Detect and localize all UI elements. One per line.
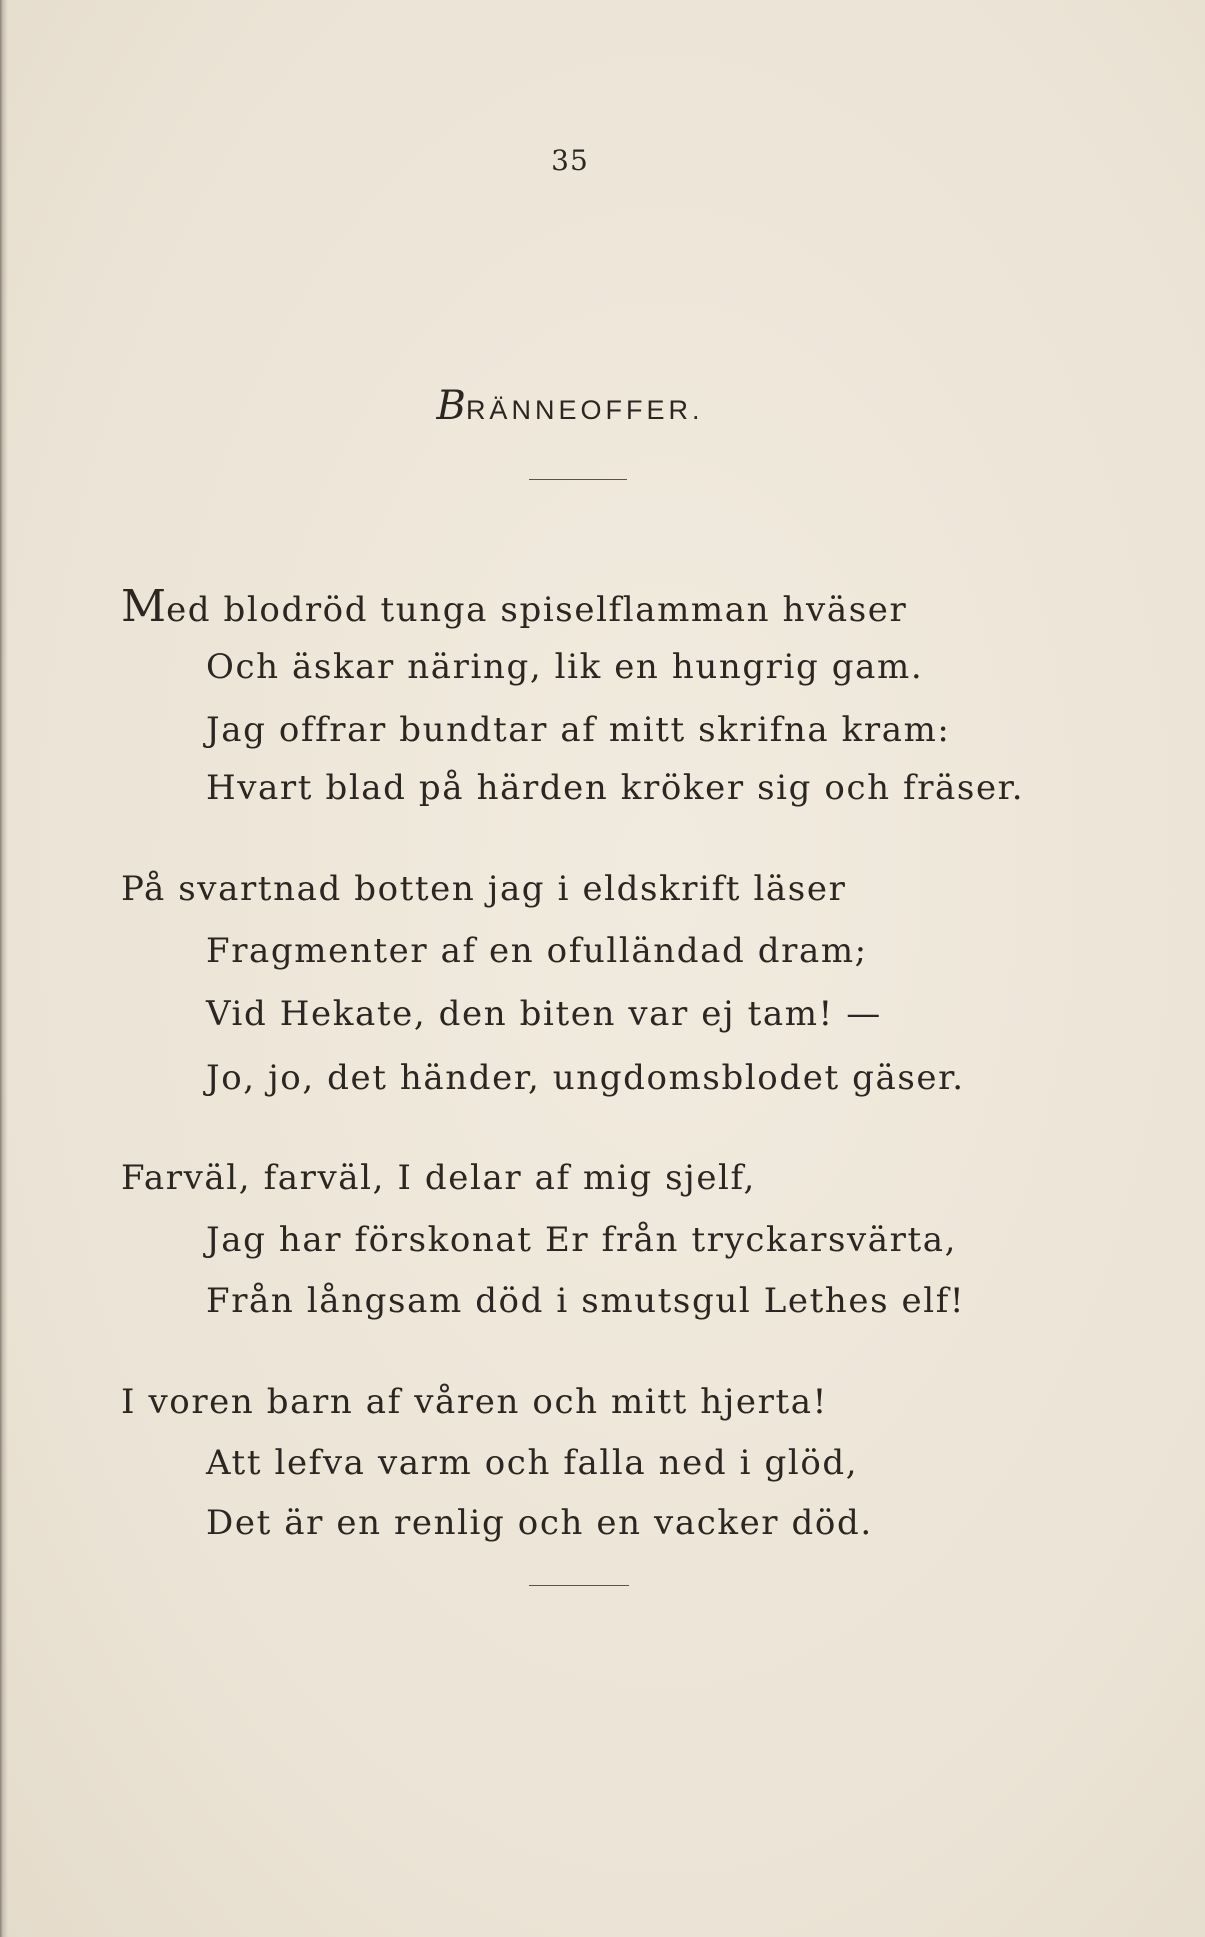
title-rest: RÄNNEOFFER. bbox=[465, 395, 704, 425]
drop-cap: M bbox=[121, 581, 167, 632]
poem-line: Och äskar näring, lik en hungrig gam. bbox=[206, 647, 924, 687]
poem-line: Att lefva varm och falla ned i glöd, bbox=[206, 1443, 859, 1483]
poem-line: Hvart blad på härden kröker sig och fräser. bbox=[206, 768, 1025, 808]
poem-title bbox=[0, 383, 1140, 429]
page-edge-shadow bbox=[0, 0, 8, 1937]
page-number: 35 bbox=[551, 144, 589, 177]
poem-line: Farväl, farväl, I delar af mig sjelf, bbox=[121, 1158, 756, 1198]
title-divider bbox=[529, 479, 627, 480]
poem-line: I voren barn af våren och mitt hjerta! bbox=[121, 1382, 828, 1422]
poem-line: Fragmenter af en ofulländad dram; bbox=[206, 931, 868, 971]
poem-line: Med blodröd tunga spiselflamman hväser bbox=[121, 581, 908, 632]
poem-line: Vid Hekate, den biten var ej tam! — bbox=[206, 994, 882, 1034]
poem-line: Jag har förskonat Er från tryckarsvärta, bbox=[206, 1220, 958, 1260]
poem-line: På svartnad botten jag i eldskrift läser bbox=[121, 869, 847, 909]
poem-line: Jag offrar bundtar af mitt skrifna kram: bbox=[206, 710, 951, 750]
title-initial: B bbox=[436, 383, 466, 429]
poem-line: Det är en renlig och en vacker död. bbox=[206, 1503, 873, 1543]
end-divider bbox=[529, 1585, 629, 1586]
poem-line: Jo, jo, det händer, ungdomsblodet gäser. bbox=[206, 1058, 965, 1098]
poem-line: Från långsam död i smutsgul Lethes elf! bbox=[206, 1281, 966, 1321]
